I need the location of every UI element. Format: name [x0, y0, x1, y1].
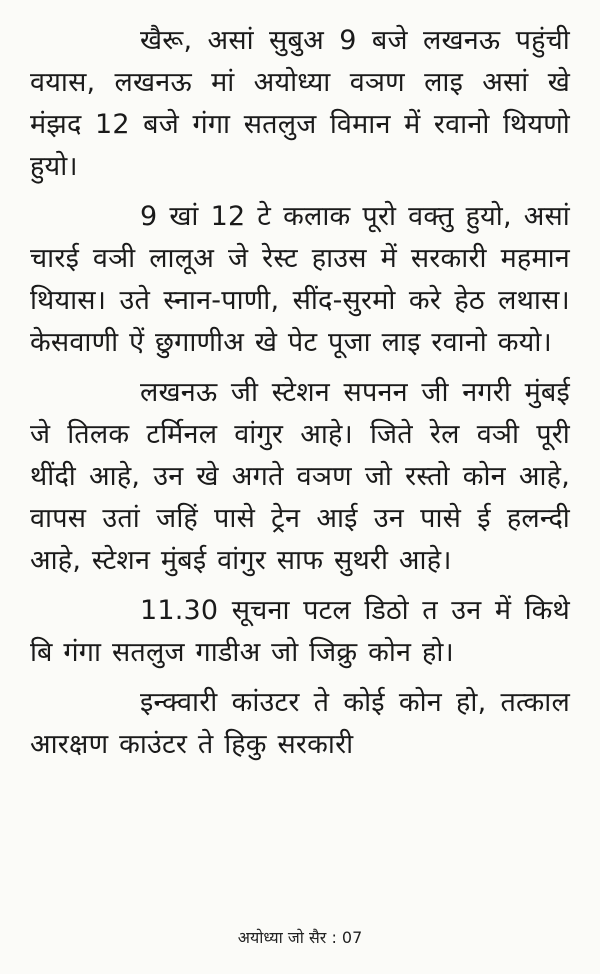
- paragraph-1: खैरू, असां सुबुअ 9 बजे लखनऊ पहुंची वयास, लखनऊ मां अयोध्या वञण लाइ असां खे मंझद 12 बजे गंगा सतलुज विमान में रवानो थियणो हुयो।: [30, 25, 570, 182]
- paragraph-3: लखनऊ जी स्टेशन सपनन जी नगरी मुंबई जे तिलक टर्मिनल वांगुर आहे। जिते रेल वञी पूरी थींदी आहे, उन खे अगते वञण जो रस्तो कोन आहे, वापस उतां जहिं पासे ट्रेन आई उन पासे ई हलन्दी आहे, स्टेशन मुंबई वांगुर साफ सुथरी आहे।: [30, 377, 570, 576]
- page-footer: अयोध्या जो सैर : 07: [237, 928, 363, 947]
- paragraph-2: 9 खां 12 टे कलाक पूरो वक्तु हुयो, असां चारई वञी लालूअ जे रेस्ट हाउस में सरकारी महमान थियास। उते स्नान-पाणी, सींद-सुरमो करे हेठ लथास। केसवाणी ऐं छुगाणीअ खे पेट पूजा लाइ रवानो कयो।: [30, 201, 570, 358]
- paragraph-4: 11.30 सूचना पटल डिठो त उन में किथे बि गंगा सतलुज गाडीअ जो जिक्रु कोन हो।: [30, 595, 570, 668]
- paragraph-5: इन्क्वारी कांउटर ते कोई कोन हो, तत्काल आरक्षण काउंटर ते हिकु सरकारी: [30, 687, 570, 760]
